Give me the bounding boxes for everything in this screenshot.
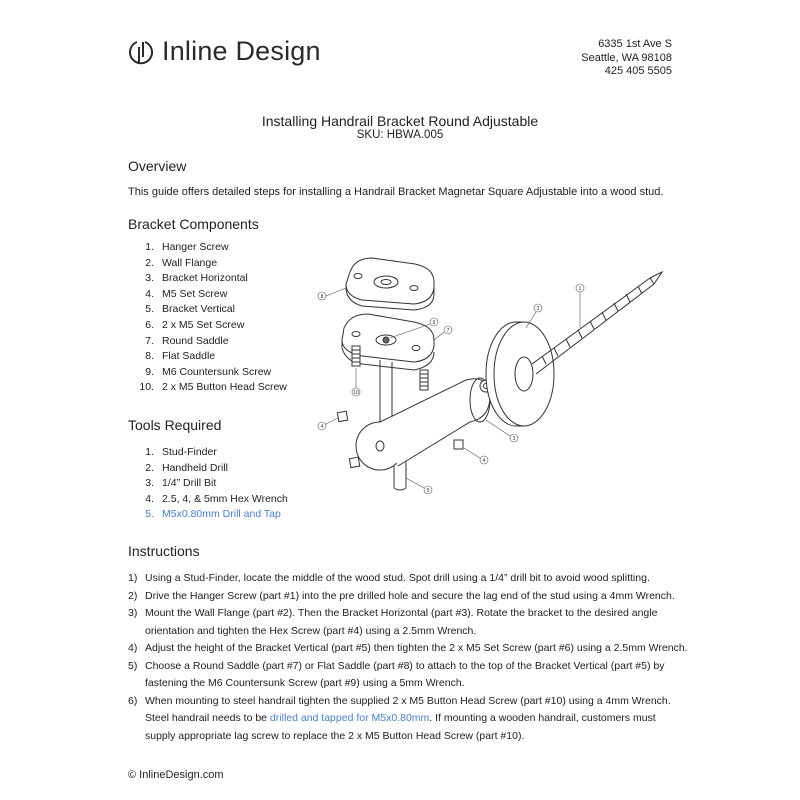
callout-label: 4 [320, 424, 324, 430]
list-item: 2. Wall Flange [145, 256, 218, 269]
wall-flange-part [486, 322, 554, 426]
list-item: 3) Mount the Wall Flange (part #2). Then the Bracket Horizontal (part #3). Rotate the bracket to the desired angle orientation and tighten the Hex Screw (part #4) using a 2.5mm Wrench. [128, 607, 658, 637]
callout-label: 4 [482, 458, 486, 464]
footer-copyright: © InlineDesign.com [128, 769, 224, 781]
callout-label: 1 [578, 286, 582, 292]
document-sku: SKU: HBWA.005 [356, 129, 444, 141]
instructions-list [128, 570, 688, 745]
list-item: 5) Choose a Round Saddle (part #7) or Flat Saddle (part #8) to attach to the top of the Bracket Vertical (part #5) by fastening the M6 Countersunk Screw (part #9) using a 5mm Wrench. [128, 659, 665, 689]
list-item: 4) Adjust the height of the Bracket Vertical (part #5) then tighten the 2 x M5 Set Screw (part #6) using a 2.5mm Wrench. [128, 642, 688, 654]
company-address [581, 38, 672, 79]
instructions-heading: Instructions [128, 543, 200, 559]
document-title: Installing Handrail Bracket Round Adjustable [261, 113, 539, 129]
components-heading: Bracket Components [128, 216, 259, 232]
callout-label: 9 [432, 320, 436, 326]
list-item: 9. M6 Countersunk Screw [145, 365, 272, 378]
callout-label: 8 [320, 294, 324, 300]
list-item[interactable]: 5. M5x0.80mm Drill and Tap [128, 507, 288, 523]
callout-label: 10 [353, 390, 359, 396]
list-item: 4. 2.5, 4, & 5mm Hex Wrench [145, 492, 288, 505]
list-item: 6) When mounting to steel handrail tighten the supplied 2 x M5 Button Head Screw (part #10) using a 4mm Wrench. Steel handrail needs to be drilled and tapped for M5x0.80mm. If mounting a wooden handrail, customers must supply appropriate lag screw to replace the 2 x M5 Button Head Screw (part #10). [128, 694, 671, 742]
list-item: 5. Bracket Vertical [145, 303, 235, 316]
list-item: 8. Flat Saddle [145, 350, 216, 363]
list-item: 1. Hanger Screw [145, 241, 229, 253]
flat-saddle-part [346, 258, 434, 310]
overview-heading: Overview [128, 158, 187, 174]
list-item: 2. Handheld Drill [145, 461, 228, 474]
tools-heading: Tools Required [128, 417, 222, 433]
list-item: 3. 1/4” Drill Bit [145, 477, 217, 490]
components-list [128, 240, 287, 396]
list-item: 3. Bracket Horizontal [145, 272, 248, 285]
list-item: 10. 2 x M5 Button Head Screw [139, 381, 287, 394]
bracket-exploded-diagram [310, 250, 690, 505]
list-item: 6. 2 x M5 Set Screw [145, 318, 245, 331]
address-line: Seattle, WA 98108 [581, 51, 672, 64]
bracket-horizontal-part [356, 378, 492, 470]
list-item: 1) Using a Stud-Finder, locate the middle of the wood stud. Spot drill using a 1/4” drill bit to avoid wood splitting. [128, 572, 650, 584]
list-item: 1. Stud-Finder [145, 446, 217, 458]
list-item: 2) Drive the Hanger Screw (part #1) into the pre drilled hole and secure the lag end of the stud using a 4mm Wrench. [128, 589, 675, 602]
brand-logo [128, 36, 321, 67]
callout-label: 2 [536, 306, 540, 312]
list-item: 7. Round Saddle [145, 334, 229, 347]
brand-name: Inline Design [162, 36, 321, 66]
address-line: 6335 1st Ave S [598, 38, 672, 50]
address-line: 425 405 5505 [604, 65, 672, 77]
drilled-and-tapped-link[interactable]: drilled and tapped for M5x0.80mm [269, 712, 430, 724]
callout-label: 5 [426, 488, 430, 494]
brand-logo-icon [128, 38, 154, 66]
callout-label: 7 [446, 328, 450, 334]
list-item: 4. M5 Set Screw [145, 287, 228, 300]
drill-and-tap-link[interactable]: M5x0.80mm Drill and Tap [162, 508, 281, 521]
tools-list [128, 445, 288, 523]
callout-label: 3 [512, 436, 516, 442]
overview-text: This guide offers detailed steps for installing a Handrail Bracket Magnetar Square Adjustable into a wood stud. [128, 186, 664, 198]
